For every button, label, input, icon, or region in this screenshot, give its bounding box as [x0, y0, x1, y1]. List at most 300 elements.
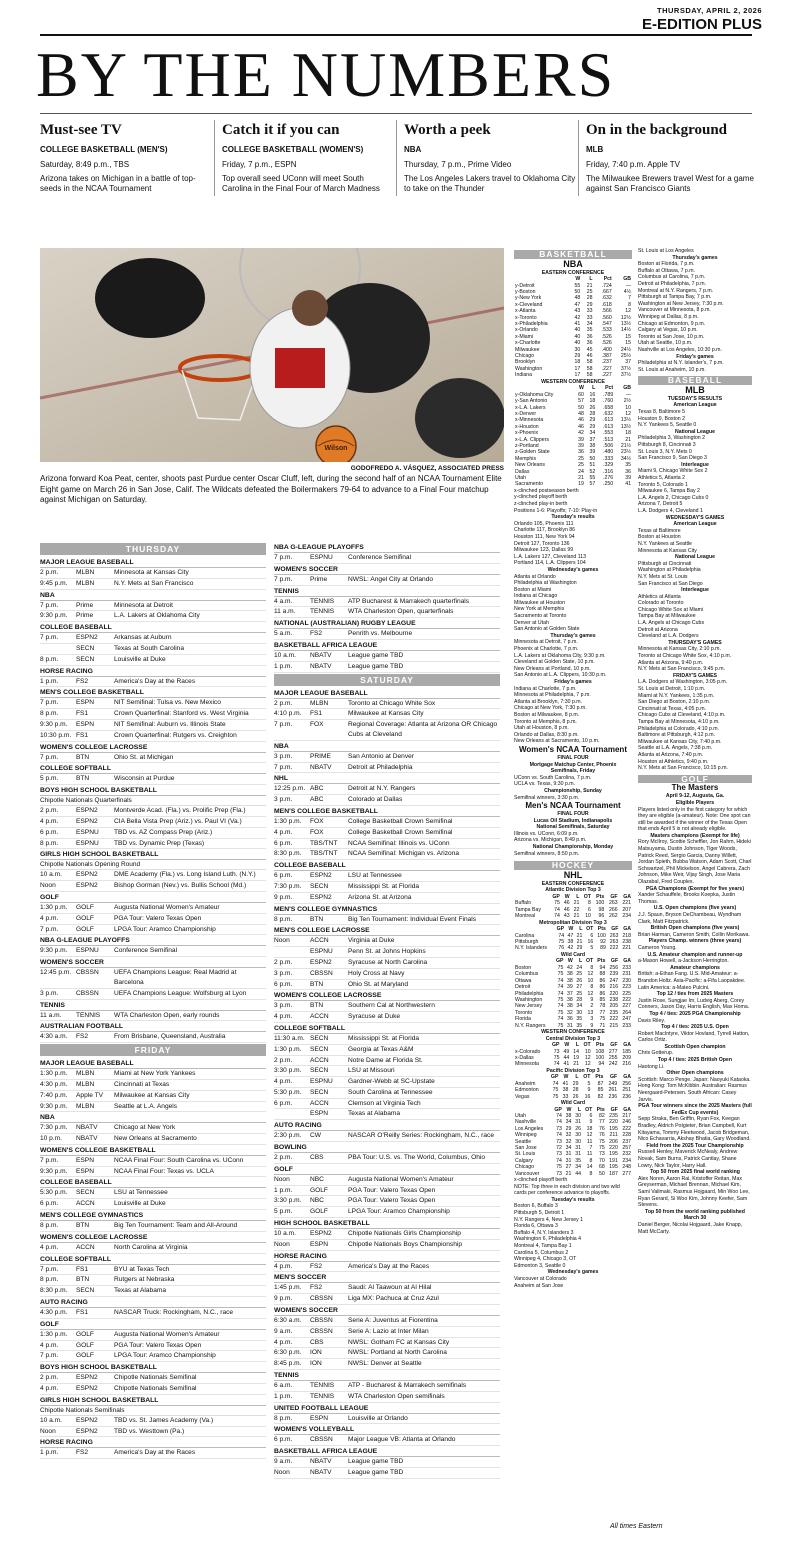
listing-row	[40, 1330, 266, 1341]
table-cell: 5	[587, 1080, 591, 1087]
listing-time: 4 p.m.	[40, 1385, 59, 1393]
listing-row	[274, 1435, 500, 1446]
listing-event: TBD vs. Dynamic Prep (Texas)	[114, 839, 205, 847]
table-cell: Vancouver	[515, 1170, 540, 1177]
sport-heading: COLLEGE BASEBALL	[40, 1177, 266, 1188]
listing-event: Conference Semifinal	[114, 947, 178, 955]
golf-players: Davis Riley.	[638, 1017, 665, 1024]
listing-row	[40, 720, 266, 731]
listing-event: League game TBD	[348, 1469, 404, 1477]
table-cell: 36	[567, 1016, 573, 1023]
listing-row	[274, 1262, 500, 1273]
listing-event: NASCAR Truck: Rockingham, N.C., race	[114, 1309, 234, 1317]
result-line: Florida 6, Ottawa 3	[514, 1223, 558, 1230]
table-cell: 34	[589, 430, 596, 437]
table-cell: Anaheim	[515, 1080, 536, 1087]
listing-event: North Carolina at Virginia	[114, 1243, 188, 1251]
listing-event: Detroit at N.Y. Rangers	[348, 785, 416, 793]
listing-network: FS2	[76, 1033, 89, 1041]
table-cell: 221	[622, 945, 631, 952]
table-cell: N.Y. Rangers	[515, 1022, 546, 1029]
table-cell: Chicago	[515, 353, 535, 360]
table-cell: 230	[622, 977, 631, 984]
table-cell: .547	[601, 321, 612, 328]
table-cell: 248	[622, 1164, 631, 1171]
listing-network: ESPN2	[310, 872, 332, 880]
table-cell: 50	[574, 289, 581, 295]
table-cell: New Jersey	[515, 1003, 543, 1010]
table-cell: 48	[574, 295, 581, 302]
table-cell: 235	[609, 1112, 618, 1119]
listing-network: NBATV	[310, 651, 332, 659]
table-cell: 40	[574, 340, 581, 347]
listing-network: SECN	[310, 1067, 329, 1075]
table-cell: 211	[609, 1132, 618, 1139]
listing-event: Chicago at New York	[114, 1124, 176, 1132]
listing-event: Miami at New York Yankees	[114, 1070, 196, 1078]
table-cell: 74	[558, 932, 565, 939]
listing-time: 6:30 a.m.	[274, 1317, 302, 1325]
league-title: MLB	[685, 384, 705, 395]
top-rule	[40, 34, 752, 36]
game-line: Tampa Bay at Minnesota, 4:10 p.m.	[638, 718, 720, 725]
table-cell: Chicago	[515, 1164, 535, 1171]
result-line: St. Louis 3, N.Y. Mets 0	[638, 448, 692, 455]
table-cell: 46	[578, 417, 584, 424]
result-line: L.A. Lakers 127, Cleveland 113	[514, 553, 586, 560]
listing-time: 9:30 p.m.	[40, 1102, 68, 1110]
table-cell: 34	[565, 1145, 572, 1151]
table-cell: .250	[603, 481, 614, 488]
listing-event: Holy Cross at Navy	[348, 969, 405, 977]
listing-row	[40, 1308, 266, 1319]
listing-time: 9 a.m.	[274, 1327, 293, 1335]
listing-row	[274, 849, 500, 860]
sport-heading: MEN'S SOCCER	[274, 1272, 500, 1283]
table-cell: .333	[603, 455, 614, 462]
golf-category: U.S. Amateur champion and runner-up	[647, 951, 743, 958]
listing-network: GOLF	[76, 1330, 94, 1338]
game-line: Milwaukee at Houston	[514, 599, 566, 606]
results-heading: WEDNESDAY'S GAMES	[665, 514, 725, 521]
table-header-cell: W	[568, 926, 574, 933]
table-cell: 277	[622, 1170, 631, 1177]
table-cell: 60	[578, 391, 584, 398]
golf-players: Brian Harman, Cameron Smith, Collin Morikawa.	[638, 931, 750, 938]
listing-event: Syracuse at North Carolina	[348, 958, 428, 966]
game-line: Minnesota at Philadelphia, 7 p.m.	[514, 692, 591, 699]
listing-event: America's Day at the Races	[114, 1449, 196, 1457]
table-cell: 25	[578, 455, 584, 462]
table-header-cell: Pct	[605, 385, 614, 392]
game-line: Philadelphia at Washington	[514, 580, 577, 587]
table-cell: 277	[608, 1048, 618, 1055]
sport-heading: GIRLS HIGH SCHOOL BASKETBALL	[40, 1395, 266, 1406]
game-line: Calgary at Vegas, 10 p.m.	[638, 327, 698, 334]
listing-event: Wisconsin at Purdue	[114, 775, 175, 783]
table-cell: 7	[589, 1145, 593, 1151]
table-cell: 52	[589, 468, 596, 475]
game-line: Pittsburgh at Tampa Bay, 7 p.m.	[638, 294, 712, 301]
golf-players: Alex Noren, Aaron Rai, Kristoffer Reitan, Max Greyserman, Michael Brennan, Michael Kim, Sami Valimaki, Rasmus Hojgaard, Min Woo Lee, Ryan Gerard, Si Woo Kim, Johnny Keefer, Sam Stevens.	[638, 1175, 750, 1209]
table-cell: 31	[565, 1157, 572, 1164]
table-cell: 13½	[620, 321, 631, 328]
table-cell: Edmonton	[515, 1087, 539, 1094]
table-header-cell: L	[576, 894, 580, 901]
listing-event: League game TBD	[348, 1458, 404, 1466]
listing-event: College Basketball Crown Semifinal	[348, 817, 453, 825]
game-line: New York at Memphis	[514, 606, 565, 613]
result-line: Winnipeg 4, Chicago 3, OT	[514, 1256, 577, 1263]
listing-row	[274, 1066, 500, 1077]
promo-sport: COLLEGE BASKETBALL (MEN'S)	[40, 145, 168, 154]
listing-event: LPGA Tour: Aramco Championship	[348, 1208, 450, 1216]
table-cell: 41	[574, 321, 581, 328]
golf-players: Scottish: Marco Penge. Japan: Naoyuki Kataoka. Hong Kong: Tom McKibbin. Australian: Rasmus Neergaard-Petersen. South African: Casey Jarvis.	[638, 1076, 751, 1103]
listing-time: 3 p.m.	[274, 796, 293, 804]
table-cell: 73	[598, 1151, 605, 1158]
listing-event: NCAA Final Four: Texas vs. UCLA	[114, 1167, 214, 1175]
schedule-column-1	[40, 542, 266, 1459]
listing-event: Georgia at Texas A&M	[348, 1045, 414, 1053]
table-cell: 43	[574, 308, 581, 315]
table-header-cell: L	[577, 1106, 582, 1113]
table-cell: 239	[609, 971, 619, 978]
listing-network: FS2	[76, 677, 89, 685]
result-line: Milwaukee 6, Tampa Bay 2	[638, 488, 700, 495]
results-heading: FRIDAY'S GAMES	[673, 672, 717, 679]
table-cell: 39	[625, 474, 631, 481]
table-cell: .513	[603, 436, 614, 443]
game-line: Texas at Baltimore	[638, 527, 681, 534]
listing-event: Louisville at Duke	[114, 1200, 166, 1208]
listing-time: 1:45 p.m.	[274, 1284, 302, 1292]
listing-network: MLBN	[76, 569, 95, 576]
sport-heading: NHL	[274, 773, 500, 784]
promo-peek	[404, 120, 576, 194]
table-cell: 31	[575, 1145, 582, 1151]
table-cell: 29	[572, 1080, 579, 1087]
listing-time: 1:30 p.m.	[40, 903, 68, 911]
listing-time: 2 p.m.	[40, 807, 59, 815]
listing-time: 9:30 p.m.	[40, 720, 68, 728]
golf-category: Field from the 2025 Tour Championship	[646, 1142, 744, 1149]
listing-row	[274, 575, 500, 586]
listing-event: Montverde Acad. (Fla.) vs. Prolific Prep (Fla.)	[114, 807, 246, 815]
listing-event: Texas at Alabama	[348, 1110, 401, 1118]
listing-network: ION	[310, 1360, 322, 1368]
page-headline: BY THE NUMBERS	[36, 39, 616, 110]
sport-heading: MAJOR LEAGUE BASEBALL	[40, 557, 266, 568]
listing-network: BTN	[310, 980, 324, 988]
listing-row	[274, 1186, 500, 1197]
table-header-cell: GF	[610, 1042, 618, 1049]
listing-network: FS2	[310, 1262, 323, 1270]
listing-network: SECN	[76, 1287, 95, 1295]
listing-network: ABC	[310, 796, 324, 804]
listing-event: Cincinnati at Texas	[114, 1080, 170, 1088]
listing-time: 9 p.m.	[274, 1295, 293, 1303]
listing-event: Saudi: Al Taawoun at Al Hilal	[348, 1284, 432, 1292]
table-cell: 46	[586, 353, 593, 360]
listing-event: League game TBD	[348, 651, 404, 659]
table-cell: 77	[599, 1009, 606, 1016]
table-cell: 89	[600, 945, 606, 952]
table-cell: 225	[622, 990, 631, 997]
table-cell: 33	[562, 1093, 569, 1100]
listing-network: ESPN	[310, 1110, 328, 1118]
sport-heading: GOLF	[40, 892, 266, 903]
sport-heading: NBA	[40, 1112, 266, 1123]
listing-row	[40, 677, 266, 688]
table-header-cell: GP	[554, 1106, 562, 1113]
sport-heading: AUTO RACING	[40, 1297, 266, 1308]
game-line: UConn vs. South Carolina, 7 p.m.	[514, 774, 592, 781]
listing-time: 8:30 p.m.	[40, 1287, 68, 1295]
table-cell: Ottawa	[515, 977, 532, 984]
table-header-cell: L	[589, 276, 593, 283]
listing-time: 1 p.m.	[274, 1392, 293, 1400]
listing-row	[274, 1457, 500, 1468]
table-cell: 247	[622, 1016, 631, 1023]
table-cell: y-New York	[515, 295, 542, 302]
table-cell: Washington	[515, 996, 543, 1003]
table-cell: 31	[575, 1119, 582, 1126]
table-cell: x-Orlando	[515, 327, 538, 334]
table-cell: 2½	[623, 398, 631, 405]
listing-event: ATP Bucharest & Marrakech quarterfinals	[348, 597, 470, 605]
table-cell: 234	[622, 913, 631, 920]
section-bar: BASEBALL	[638, 376, 752, 385]
listing-event: LSU at Tennessee	[114, 1189, 168, 1197]
all-times-note: All times Eastern	[610, 1523, 663, 1530]
listing-event: Big Ten Tournament: Team and All-Around	[114, 1222, 238, 1230]
game-line: N.Y. Mets at San Francisco, 9:45 p.m.	[638, 666, 725, 673]
table-cell: Detroit	[515, 984, 531, 991]
game-line: N.Y. Mets at San Francisco, 10:15 p.m.	[638, 765, 728, 772]
table-cell: 12	[625, 308, 631, 315]
table-cell: 8	[590, 984, 594, 991]
promo-divider	[396, 120, 397, 196]
listing-row	[274, 629, 500, 640]
listing-event: ATP - Bucharest & Marrakech semifinals	[348, 1382, 467, 1390]
result-line: L.A. Dodgers 4, Cleveland 1	[638, 507, 703, 514]
table-cell: 37	[589, 436, 596, 443]
table-cell: 234	[622, 1157, 631, 1164]
game-line: Pittsburgh at Cincinnati	[638, 560, 692, 567]
table-cell: 74	[557, 977, 564, 984]
promo-sport: COLLEGE BASKETBALL (WOMEN'S)	[222, 145, 364, 154]
golf-category: Top 50 from 2025 final world ranking	[650, 1169, 740, 1176]
game-line: Cincinnati at Texas, 4:05 p.m.	[638, 705, 706, 712]
table-cell: 29	[589, 417, 596, 424]
table-header-cell: GF	[610, 1106, 618, 1113]
table-cell: 26	[575, 1125, 582, 1132]
sport-heading: COLLEGE BASEBALL	[274, 860, 500, 871]
table-cell: 238	[609, 996, 619, 1003]
table-cell: 21	[576, 932, 583, 939]
result-line: Carolina 5, Columbus 2	[514, 1249, 569, 1256]
results-heading: Friday's games	[676, 353, 714, 360]
listing-row	[40, 1188, 266, 1199]
listing-row	[274, 1012, 500, 1023]
table-cell: 11	[586, 1151, 593, 1158]
listing-row	[274, 1294, 500, 1305]
tournament-sub: FINAL FOUR	[557, 811, 589, 818]
listing-event: Augusta National Women's Amateur	[114, 1330, 220, 1338]
division-title: Wild Card	[560, 1099, 586, 1106]
table-cell: 29	[586, 301, 593, 308]
listing-row	[274, 882, 500, 893]
result-line: San Francisco 9, San Diego 3	[638, 455, 707, 462]
listing-network: ESPN	[310, 1414, 328, 1422]
listing-event: League game TBD	[348, 662, 404, 670]
game-line: Athletics at Atlanta	[638, 593, 681, 600]
listing-network: BTN	[76, 1276, 90, 1284]
table-cell: 21	[573, 900, 580, 907]
game-line: Vancouver at Minnesota, 8 p.m.	[638, 307, 711, 314]
listing-row	[274, 1392, 500, 1403]
listing-event: LPGA Tour: Aramco Championship	[114, 925, 216, 933]
listing-network: CBSSN	[310, 1327, 333, 1335]
game-line: Minnesota at Detroit, 7 p.m.	[514, 639, 578, 646]
listing-time: 4 p.m.	[274, 1262, 293, 1270]
table-cell: .506	[603, 442, 614, 449]
table-header-cell: GP	[552, 894, 560, 901]
table-cell: 3	[590, 1016, 594, 1023]
listing-time	[40, 644, 76, 654]
game-line: Boston at Miami	[514, 586, 552, 593]
table-cell: 21½	[620, 442, 631, 449]
table-cell: 29	[576, 945, 583, 952]
listing-network: ESPN2	[310, 1230, 332, 1238]
listing-network: FS1	[76, 1309, 89, 1317]
table-header-cell: W	[567, 958, 573, 965]
golf-players: Sepp Straka, Ben Griffin, Ryan Fox, Keegan Bradley, Aldrich Potgieter, Brian Campbell, Kurt Kitayama, Tommy Fleetwood, Jacob Bridgeman, Nico Echavarria, Akshay Bhatia, Gary Woodland.	[638, 1116, 751, 1143]
listing-time: 11 a.m.	[40, 1011, 62, 1019]
listing-row	[274, 1338, 500, 1349]
listing-time: 7 p.m.	[274, 763, 293, 771]
venue: Lucas Oil Stadium, Indianapolis	[533, 817, 613, 824]
table-cell: 78	[599, 1003, 606, 1010]
listing-row	[40, 1069, 266, 1080]
listing-event: College Basketball Crown Semifinal	[348, 828, 453, 836]
listing-network: TENNIS	[310, 1392, 335, 1400]
table-cell: 92	[600, 939, 606, 946]
game-line: Nashville at Los Angeles, 10:30 p.m.	[638, 346, 722, 353]
listing-time: 10:30 p.m.	[40, 731, 72, 739]
listing-time: 9:30 p.m.	[40, 1167, 68, 1175]
table-cell: 86	[599, 977, 606, 984]
listing-event: Major League VB: Atlanta at Orlando	[348, 1436, 456, 1444]
listing-row	[40, 989, 266, 1000]
table-cell: 48	[578, 410, 584, 417]
table-cell: 12½	[620, 314, 631, 321]
listing-row	[274, 1131, 500, 1142]
listing-time: 3:30 p.m.	[274, 1067, 302, 1075]
table-cell: 263	[609, 932, 619, 939]
listing-network: GOLF	[76, 903, 94, 911]
result-line: Montreal 4, Tampa Bay 1	[514, 1242, 572, 1249]
listing-event: Milwaukee at Kansas City	[348, 710, 424, 718]
result-line: Portland 114, L.A. Clippers 104	[514, 560, 586, 567]
listing-row	[274, 1414, 500, 1425]
table-cell: z-Portland	[515, 442, 539, 449]
table-cell: 74	[556, 1132, 562, 1139]
listing-time: 4 p.m.	[274, 1078, 293, 1086]
listing-row	[274, 1207, 500, 1218]
listing-time: 4:10 p.m.	[274, 710, 302, 718]
listing-time: 2 p.m.	[274, 1154, 293, 1162]
listing-time: 7 p.m.	[274, 554, 293, 561]
table-cell: .227	[601, 372, 612, 379]
table-cell: 87	[597, 1080, 604, 1087]
listing-event: New Orleans at Sacramento	[114, 1135, 197, 1143]
table-cell: 46	[578, 423, 584, 430]
sport-heading: MEN'S COLLEGE GYMNASTICS	[274, 904, 500, 915]
game-line: St. Louis at Anaheim, 10 p.m.	[638, 366, 706, 373]
game-line: Minnesota at Kansas City, 2:10 p.m.	[638, 646, 721, 653]
table-cell: 75	[598, 1145, 605, 1151]
golf-category: Top 4 / ties: 2025 PGA Championship	[649, 1010, 741, 1017]
listing-event: America's Day at the Races	[348, 1262, 430, 1270]
table-cell: .566	[601, 308, 612, 315]
table-cell: 263	[609, 939, 619, 946]
table-cell: .553	[603, 430, 614, 437]
table-cell: 50	[589, 455, 596, 462]
sport-heading: WOMEN'S SOCCER	[274, 564, 500, 575]
table-cell: 74	[554, 913, 560, 920]
table-cell: 18	[625, 430, 631, 437]
table-cell: 242	[608, 1061, 618, 1068]
listing-time: 4 a.m.	[274, 597, 293, 605]
table-header-cell: GP	[551, 1042, 560, 1049]
table-cell: 45	[586, 346, 593, 353]
table-header-cell: GF	[610, 894, 618, 901]
table-cell: Carolina	[515, 932, 535, 939]
table-cell: 100	[595, 1054, 605, 1061]
listing-time: Noon	[274, 1240, 290, 1248]
listing-event: Colorado at Dallas	[348, 796, 403, 804]
listing-row	[40, 1080, 266, 1091]
listing-network: ESPN2	[76, 882, 98, 890]
table-cell: 73	[556, 1138, 562, 1145]
table-cell: Nashville	[515, 1119, 537, 1126]
table-cell: Winnipeg	[515, 1132, 537, 1139]
league-sub: Interleague	[681, 461, 709, 468]
table-cell: .526	[601, 333, 612, 340]
golf-category: British Open champions (five years)	[650, 925, 740, 932]
table-cell: Calgary	[515, 1157, 533, 1164]
listing-network: CW	[310, 1132, 321, 1140]
table-cell: 236	[622, 1093, 631, 1100]
table-cell: 75	[552, 1093, 559, 1100]
listing-row	[40, 644, 266, 655]
table-cell: 73	[553, 1048, 560, 1055]
results-heading: TUESDAY'S RESULTS	[667, 395, 723, 402]
sport-heading: BOYS HIGH SCHOOL BASKETBALL	[40, 785, 266, 796]
listing-time: 1 p.m.	[40, 677, 59, 685]
listing-row	[40, 925, 266, 936]
promo-time: Friday, 7 p.m., ESPN	[222, 160, 297, 169]
listing-row	[274, 1327, 500, 1338]
table-cell: 35	[625, 462, 631, 469]
table-cell: 37½	[620, 365, 631, 372]
table-cell: .760	[603, 398, 614, 405]
table-cell: 256	[622, 1080, 631, 1087]
table-cell: 9	[587, 1087, 591, 1094]
golf-category: PGA Tour winners since the 2025 Masters (full FedEx Cup events)	[638, 1103, 752, 1116]
